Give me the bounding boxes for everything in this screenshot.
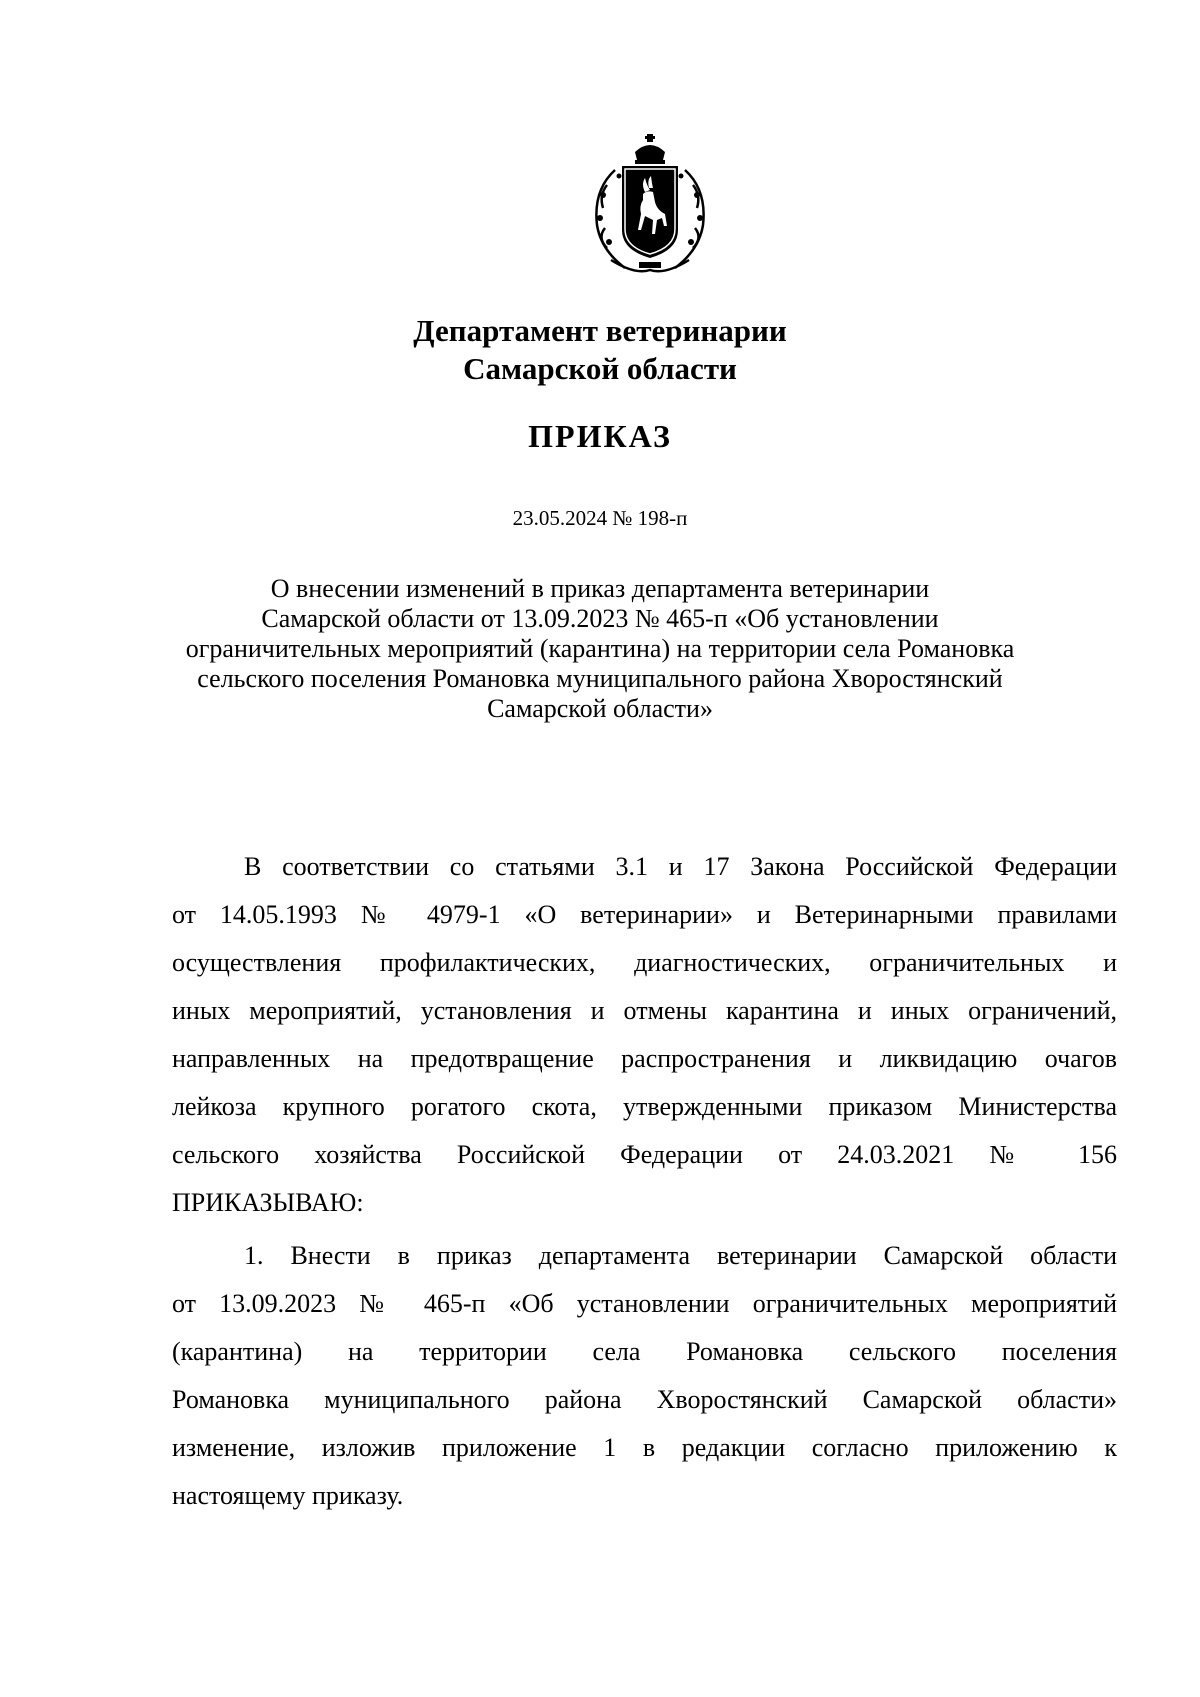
subject-line: О внесении изменений в приказ департамента ветеринарии [270,574,930,603]
subject-line: ограничительных мероприятий (карантина) на территории села Романовка [185,634,1015,663]
body-line: от 13.09.2023 № 465-п «Об установлении ограничительных мероприятий [172,1289,1117,1318]
samara-coat-of-arms-icon [575,130,725,280]
body-line-directive: ПРИКАЗЫВАЮ: [172,1188,364,1217]
body-line: направленных на предотвращение распространения и ликвидацию очагов [172,1044,1117,1073]
body-line: от 14.05.1993 № 4979-1 «О ветеринарии» и Ветеринарными правилами [172,900,1117,929]
body-line: лейкоза крупного рогатого скота, утвержденными приказом Министерства [172,1092,1117,1121]
document-type-title: ПРИКАЗ [528,418,672,454]
order-item-1-paragraph [172,1232,1117,1520]
body-line: (карантина) на территории села Романовка сельского поселения [172,1337,1117,1366]
subject-line: сельского поселения Романовка муниципального района Хворостянский [197,664,1003,693]
body-line: иных мероприятий, установления и отмены карантина и иных ограничений, [172,996,1117,1025]
body-line: Романовка муниципального района Хворостянский Самарской области» [172,1385,1117,1414]
subject-line: Самарской области от 13.09.2023 № 465-п «Об установлении [261,604,939,633]
body-line: изменение, изложив приложение 1 в редакции согласно приложению к [172,1433,1117,1462]
body-line: В соответствии со статьями 3.1 и 17 Закона Российской Федерации [244,852,1117,881]
department-name-line-1: Департамент ветеринарии [413,313,787,348]
body-line: 1. Внести в приказ департамента ветеринарии Самарской области [244,1241,1117,1270]
body-line: сельского хозяйства Российской Федерации от 24.03.2021 № 156 [172,1140,1117,1169]
body-line: осуществления профилактических, диагностических, ограничительных и [172,948,1117,977]
department-name-line-2: Самарской области [463,351,737,386]
preamble-paragraph [172,843,1117,1227]
order-date-number: 23.05.2024 № 198-п [512,506,688,530]
subject-line: Самарской области» [487,694,713,723]
body-line: настоящему приказу. [172,1481,404,1510]
order-subject [150,574,1050,724]
